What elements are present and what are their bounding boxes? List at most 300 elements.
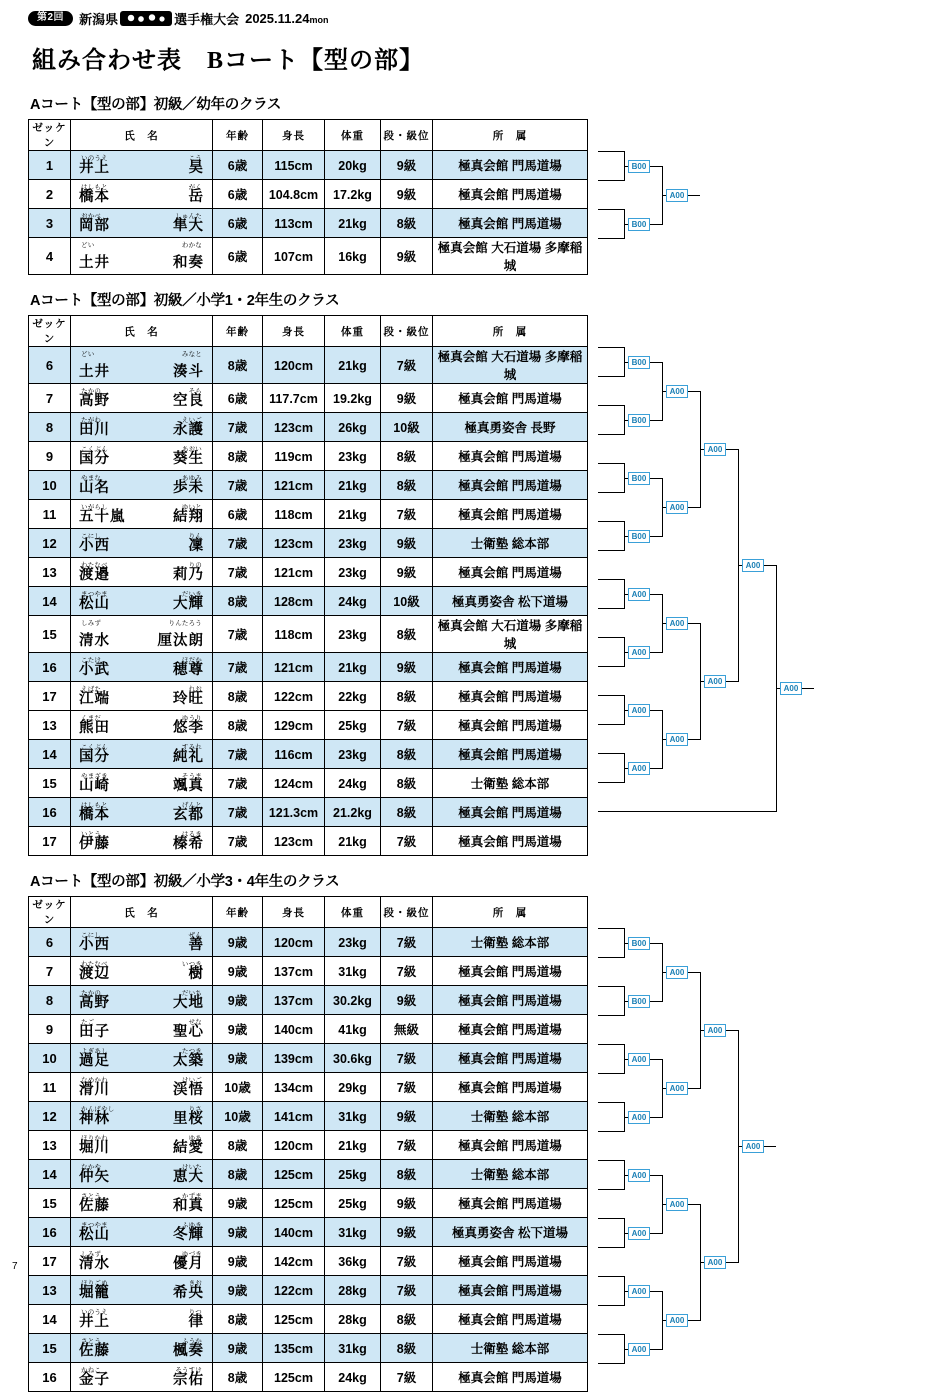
- weight-value: 25kg: [325, 1160, 381, 1189]
- height-value: 140cm: [263, 1218, 325, 1247]
- table-row: [29, 682, 588, 711]
- furigana-surname: いとう: [81, 831, 102, 838]
- given-name: 湊斗: [173, 364, 204, 380]
- given-name: 結翔: [173, 509, 204, 525]
- weight-value: 31kg: [325, 1102, 381, 1131]
- bracket-slot-label: A00: [666, 733, 688, 746]
- bracket-line-horizontal: [598, 347, 624, 348]
- rank-value: 8級: [381, 682, 433, 711]
- furigana-surname: かんばやし: [81, 1106, 115, 1113]
- athlete-name: [71, 442, 213, 471]
- bib-number: 16: [29, 1363, 71, 1392]
- furigana-surname: たかの: [81, 388, 102, 395]
- height-value: 129cm: [263, 711, 325, 740]
- furigana-givenname: ゆあ: [188, 1135, 202, 1142]
- bib-number: 15: [29, 769, 71, 798]
- bib-number: 17: [29, 1247, 71, 1276]
- rank-value: 9級: [381, 1102, 433, 1131]
- given-name: 空良: [173, 393, 204, 409]
- furigana-surname: かねこ: [81, 1367, 102, 1374]
- bib-number: 8: [29, 986, 71, 1015]
- weight-value: 21kg: [325, 500, 381, 529]
- height-value: 125cm: [263, 1363, 325, 1392]
- event-date-suffix: mon: [309, 14, 329, 25]
- weight-value: 23kg: [325, 529, 381, 558]
- age-value: 9歳: [213, 928, 263, 957]
- furigana-surname: こくぶん: [81, 744, 108, 751]
- height-value: 122cm: [263, 682, 325, 711]
- column-header: ゼッケン: [29, 897, 71, 928]
- column-header: 年齢: [213, 120, 263, 151]
- surname: 橋本: [79, 807, 110, 823]
- given-name: 葵生: [173, 451, 204, 467]
- document-header: [28, 0, 901, 26]
- column-header: 身長: [263, 316, 325, 347]
- furigana-surname: よぎあし: [81, 1048, 108, 1055]
- column-header: ゼッケン: [29, 120, 71, 151]
- age-value: 9歳: [213, 1334, 263, 1363]
- bib-number: 10: [29, 1044, 71, 1073]
- height-value: 128cm: [263, 587, 325, 616]
- bracket-slot-label: A00: [666, 385, 688, 398]
- given-name: 悠李: [173, 720, 204, 736]
- height-value: 118cm: [263, 616, 325, 653]
- furigana-givenname: わかな: [181, 242, 202, 249]
- athlete-name: [71, 711, 213, 740]
- roster-table: [28, 119, 588, 275]
- table-row: [29, 1160, 588, 1189]
- furigana-givenname: ゆづき: [181, 1251, 202, 1258]
- bracket-slot-label: A00: [628, 1227, 650, 1240]
- furigana-givenname: かずま: [181, 1193, 202, 1200]
- age-value: 8歳: [213, 682, 263, 711]
- karate-logo-icon: [120, 11, 172, 26]
- section-body: [28, 315, 901, 856]
- club-name: 極真会館 門馬道場: [433, 740, 588, 769]
- age-value: 7歳: [213, 471, 263, 500]
- surname: 山名: [79, 480, 110, 496]
- bib-number: 13: [29, 1131, 71, 1160]
- table-row: [29, 616, 588, 653]
- club-name: 極真会館 門馬道場: [433, 653, 588, 682]
- surname: 渡辺: [79, 966, 110, 982]
- given-name: 穂尊: [173, 662, 204, 678]
- furigana-surname: こたけ: [81, 657, 102, 664]
- height-value: 113cm: [263, 209, 325, 238]
- roster-table: [28, 315, 588, 856]
- age-value: 7歳: [213, 827, 263, 856]
- bracket-slot-label: B00: [628, 530, 650, 543]
- athlete-name: [71, 1015, 213, 1044]
- given-name: 純礼: [173, 749, 204, 765]
- weight-value: 21kg: [325, 1131, 381, 1160]
- age-value: 7歳: [213, 413, 263, 442]
- furigana-givenname: はるき: [181, 831, 202, 838]
- rank-value: 8級: [381, 471, 433, 500]
- bracket-slot-label: A00: [742, 1140, 764, 1153]
- furigana-givenname: ほだか: [181, 657, 202, 664]
- furigana-surname: いがらし: [81, 504, 108, 511]
- furigana-surname: こにし: [81, 533, 102, 540]
- surname: 国分: [79, 451, 110, 467]
- weight-value: 31kg: [325, 1218, 381, 1247]
- club-name: 極真会館 門馬道場: [433, 471, 588, 500]
- bracket-line-horizontal: [598, 492, 624, 493]
- height-value: 137cm: [263, 957, 325, 986]
- age-value: 8歳: [213, 347, 263, 384]
- bracket-line-horizontal: [598, 811, 624, 812]
- age-value: 8歳: [213, 1305, 263, 1334]
- athlete-name: [71, 529, 213, 558]
- furigana-givenname: えいご: [181, 417, 202, 424]
- age-value: 6歳: [213, 384, 263, 413]
- furigana-givenname: こう: [188, 155, 202, 162]
- athlete-name: [71, 682, 213, 711]
- rank-value: 9級: [381, 1218, 433, 1247]
- height-value: 125cm: [263, 1189, 325, 1218]
- bracket-slot-label: A00: [666, 1082, 688, 1095]
- given-name: 渓悟: [173, 1082, 204, 1098]
- table-row: [29, 238, 588, 275]
- surname: 渡邉: [79, 567, 110, 583]
- age-value: 6歳: [213, 238, 263, 275]
- table-row: [29, 151, 588, 180]
- table-row: [29, 928, 588, 957]
- club-name: 極真勇姿舎 長野: [433, 413, 588, 442]
- athlete-name: [71, 209, 213, 238]
- furigana-surname: ほりかわ: [81, 1135, 108, 1142]
- bracket-line-horizontal: [598, 986, 624, 987]
- bib-number: 2: [29, 180, 71, 209]
- surname: 山崎: [79, 778, 110, 794]
- furigana-givenname: げんと: [181, 802, 202, 809]
- athlete-name: [71, 1363, 213, 1392]
- age-value: 6歳: [213, 180, 263, 209]
- bracket-line-horizontal: [598, 1044, 624, 1045]
- athlete-name: [71, 1218, 213, 1247]
- bib-number: 7: [29, 384, 71, 413]
- bracket-slot-label: A00: [628, 1285, 650, 1298]
- rank-value: 7級: [381, 1247, 433, 1276]
- event-title: [79, 9, 239, 28]
- table-row: [29, 653, 588, 682]
- table-row: [29, 769, 588, 798]
- weight-value: 26kg: [325, 413, 381, 442]
- bracket-slot-label: A00: [742, 559, 764, 572]
- bracket-slot-label: A00: [666, 617, 688, 630]
- weight-value: 24kg: [325, 769, 381, 798]
- weight-value: 21kg: [325, 209, 381, 238]
- surname: 高野: [79, 995, 110, 1011]
- age-value: 9歳: [213, 986, 263, 1015]
- athlete-name: [71, 769, 213, 798]
- bib-number: 14: [29, 740, 71, 769]
- athlete-name: [71, 1247, 213, 1276]
- rank-value: 9級: [381, 180, 433, 209]
- bib-number: 7: [29, 957, 71, 986]
- club-name: 極真会館 門馬道場: [433, 711, 588, 740]
- section-body: [28, 119, 901, 275]
- furigana-givenname: せな: [188, 1019, 202, 1026]
- weight-value: 23kg: [325, 740, 381, 769]
- height-value: 124cm: [263, 769, 325, 798]
- weight-value: 20kg: [325, 151, 381, 180]
- club-name: 士衛塾 総本部: [433, 529, 588, 558]
- furigana-surname: たご: [81, 1019, 95, 1026]
- rank-value: 8級: [381, 798, 433, 827]
- age-value: 8歳: [213, 442, 263, 471]
- age-value: 6歳: [213, 151, 263, 180]
- athlete-name: [71, 238, 213, 275]
- table-row: [29, 1044, 588, 1073]
- furigana-surname: くまだ: [81, 715, 102, 722]
- height-value: 123cm: [263, 413, 325, 442]
- furigana-givenname: ぜん: [188, 932, 202, 939]
- column-header: 身長: [263, 120, 325, 151]
- athlete-name: [71, 1131, 213, 1160]
- height-value: 120cm: [263, 347, 325, 384]
- furigana-surname: えばた: [81, 686, 102, 693]
- bracket-line-horizontal: [598, 753, 624, 754]
- given-name: 莉乃: [173, 567, 204, 583]
- furigana-surname: どい: [81, 351, 95, 358]
- furigana-surname: しみず: [81, 1251, 102, 1258]
- surname: 小西: [79, 937, 110, 953]
- rank-value: 無級: [381, 1015, 433, 1044]
- rank-value: 9級: [381, 653, 433, 682]
- furigana-surname: まつやま: [81, 591, 108, 598]
- height-value: 119cm: [263, 442, 325, 471]
- bracket-line-horizontal: [662, 811, 700, 812]
- athlete-name: [71, 1073, 213, 1102]
- furigana-givenname: りさ: [188, 1106, 202, 1113]
- club-name: 極真会館 門馬道場: [433, 1015, 588, 1044]
- table-row: [29, 986, 588, 1015]
- class-section: [28, 289, 901, 856]
- surname: 井上: [79, 1314, 110, 1330]
- given-name: 宗佑: [173, 1372, 204, 1388]
- bracket-line-horizontal: [598, 1218, 624, 1219]
- age-value: 9歳: [213, 1218, 263, 1247]
- surname: 堀籠: [79, 1285, 110, 1301]
- weight-value: 16kg: [325, 238, 381, 275]
- given-name: 岳: [188, 189, 204, 205]
- age-value: 9歳: [213, 957, 263, 986]
- furigana-givenname: きお: [188, 1280, 202, 1287]
- bib-number: 3: [29, 209, 71, 238]
- furigana-givenname: そら: [188, 388, 202, 395]
- surname: 過足: [79, 1053, 110, 1069]
- furigana-surname: どい: [81, 242, 95, 249]
- weight-value: 21kg: [325, 827, 381, 856]
- bib-number: 16: [29, 1218, 71, 1247]
- rank-value: 9級: [381, 558, 433, 587]
- age-value: 9歳: [213, 1276, 263, 1305]
- bracket-line-horizontal: [598, 782, 624, 783]
- weight-value: 31kg: [325, 1334, 381, 1363]
- table-row: [29, 500, 588, 529]
- furigana-givenname: しゅんた: [175, 213, 202, 220]
- club-name: 極真会館 門馬道場: [433, 1189, 588, 1218]
- bib-number: 17: [29, 827, 71, 856]
- furigana-surname: ほりごめ: [81, 1280, 108, 1287]
- bib-number: 10: [29, 471, 71, 500]
- furigana-surname: こにし: [81, 932, 102, 939]
- bracket-slot-label: A00: [628, 762, 650, 775]
- height-value: 116cm: [263, 740, 325, 769]
- weight-value: 31kg: [325, 957, 381, 986]
- club-name: 士衛塾 総本部: [433, 769, 588, 798]
- athlete-name: [71, 653, 213, 682]
- bracket-slot-label: A00: [628, 646, 650, 659]
- weight-value: 36kg: [325, 1247, 381, 1276]
- rank-value: 7級: [381, 347, 433, 384]
- rank-value: 7級: [381, 928, 433, 957]
- given-name: 善: [188, 937, 204, 953]
- bracket-line-horizontal: [598, 405, 624, 406]
- bracket-line-horizontal: [598, 1276, 624, 1277]
- bracket-line-horizontal: [598, 151, 624, 152]
- bib-number: 14: [29, 1305, 71, 1334]
- age-value: 6歳: [213, 209, 263, 238]
- table-row: [29, 413, 588, 442]
- furigana-givenname: ふゆき: [181, 1222, 202, 1229]
- given-name: 永護: [173, 422, 204, 438]
- height-value: 121cm: [263, 653, 325, 682]
- furigana-surname: いのうえ: [81, 1309, 108, 1316]
- furigana-surname: さとう: [81, 1193, 102, 1200]
- club-name: 士衛塾 総本部: [433, 1160, 588, 1189]
- weight-value: 21.2kg: [325, 798, 381, 827]
- bib-number: 14: [29, 587, 71, 616]
- given-name: 希央: [173, 1285, 204, 1301]
- furigana-givenname: がく: [188, 184, 202, 191]
- page-number: 7: [12, 1261, 18, 1272]
- club-name: 極真会館 大石道場 多摩稲城: [433, 347, 588, 384]
- given-name: 昊: [188, 160, 204, 176]
- bracket-line-horizontal: [598, 1247, 624, 1248]
- furigana-givenname: あおい: [181, 446, 202, 453]
- surname: 岡部: [79, 218, 110, 234]
- surname: 江端: [79, 691, 110, 707]
- table-row: [29, 442, 588, 471]
- bib-number: 15: [29, 1189, 71, 1218]
- column-header: 年齢: [213, 897, 263, 928]
- surname: 金子: [79, 1372, 110, 1388]
- table-row: [29, 827, 588, 856]
- rank-value: 9級: [381, 1189, 433, 1218]
- athlete-name: [71, 558, 213, 587]
- athlete-name: [71, 986, 213, 1015]
- height-value: 107cm: [263, 238, 325, 275]
- surname: 堀川: [79, 1140, 110, 1156]
- rank-value: 7級: [381, 827, 433, 856]
- column-header: 体重: [325, 316, 381, 347]
- furigana-givenname: ゆいと: [181, 504, 202, 511]
- height-value: 120cm: [263, 1131, 325, 1160]
- given-name: 玲旺: [173, 691, 204, 707]
- bracket-line-horizontal: [598, 376, 624, 377]
- column-header: 身長: [263, 897, 325, 928]
- furigana-surname: なめかわ: [81, 1077, 108, 1084]
- surname: 佐藤: [79, 1343, 110, 1359]
- furigana-givenname: れお: [188, 686, 202, 693]
- table-row: [29, 1363, 588, 1392]
- bib-number: 12: [29, 529, 71, 558]
- rank-value: 7級: [381, 1044, 433, 1073]
- age-value: 7歳: [213, 558, 263, 587]
- column-header: 氏 名: [71, 897, 213, 928]
- weight-value: 23kg: [325, 442, 381, 471]
- bib-number: 16: [29, 798, 71, 827]
- given-name: 榛希: [173, 836, 204, 852]
- rank-value: 9級: [381, 384, 433, 413]
- table-row: [29, 529, 588, 558]
- athlete-name: [71, 347, 213, 384]
- club-name: 士衛塾 総本部: [433, 928, 588, 957]
- furigana-givenname: けいご: [181, 1077, 202, 1084]
- bracket-slot-label: B00: [628, 995, 650, 1008]
- club-name: 士衛塾 総本部: [433, 1102, 588, 1131]
- club-name: 極真会館 門馬道場: [433, 682, 588, 711]
- club-name: 極真勇姿舎 松下道場: [433, 1218, 588, 1247]
- bracket-slot-label: B00: [628, 472, 650, 485]
- table-row: [29, 209, 588, 238]
- age-value: 7歳: [213, 616, 263, 653]
- age-value: 7歳: [213, 529, 263, 558]
- section-body: [28, 896, 901, 1392]
- furigana-surname: わたなべ: [81, 961, 108, 968]
- column-header: 段・級位: [381, 897, 433, 928]
- table-row: [29, 798, 588, 827]
- bracket-line-horizontal: [598, 209, 624, 210]
- height-value: 122cm: [263, 1276, 325, 1305]
- surname: 清水: [79, 1256, 110, 1272]
- furigana-givenname: ふうか: [181, 1338, 202, 1345]
- age-value: 7歳: [213, 769, 263, 798]
- rank-value: 7級: [381, 1073, 433, 1102]
- bib-number: 17: [29, 682, 71, 711]
- furigana-surname: なかや: [81, 1164, 102, 1171]
- table-row: [29, 711, 588, 740]
- furigana-givenname: すみれ: [181, 744, 202, 751]
- roster-table: [28, 896, 588, 1392]
- surname: 神林: [79, 1111, 110, 1127]
- height-value: 121.3cm: [263, 798, 325, 827]
- bracket-slot-label: A00: [628, 704, 650, 717]
- club-name: 極真会館 門馬道場: [433, 558, 588, 587]
- table-row: [29, 1218, 588, 1247]
- edition-badge: 第2回: [28, 11, 73, 26]
- surname: 小西: [79, 538, 110, 554]
- height-value: 115cm: [263, 151, 325, 180]
- surname: 松山: [79, 596, 110, 612]
- bracket-slot-label: A00: [628, 1343, 650, 1356]
- table-row: [29, 740, 588, 769]
- furigana-surname: やまな: [81, 475, 102, 482]
- event-date-value: 2025.11.24: [245, 10, 310, 26]
- table-row: [29, 1102, 588, 1131]
- bib-number: 9: [29, 1015, 71, 1044]
- given-name: 律: [188, 1314, 204, 1330]
- table-row: [29, 1073, 588, 1102]
- athlete-name: [71, 1044, 213, 1073]
- bib-number: 13: [29, 711, 71, 740]
- furigana-givenname: りん: [188, 533, 202, 540]
- surname: 田子: [79, 1024, 110, 1040]
- club-name: 極真会館 大石道場 多摩稲城: [433, 616, 588, 653]
- bib-number: 6: [29, 928, 71, 957]
